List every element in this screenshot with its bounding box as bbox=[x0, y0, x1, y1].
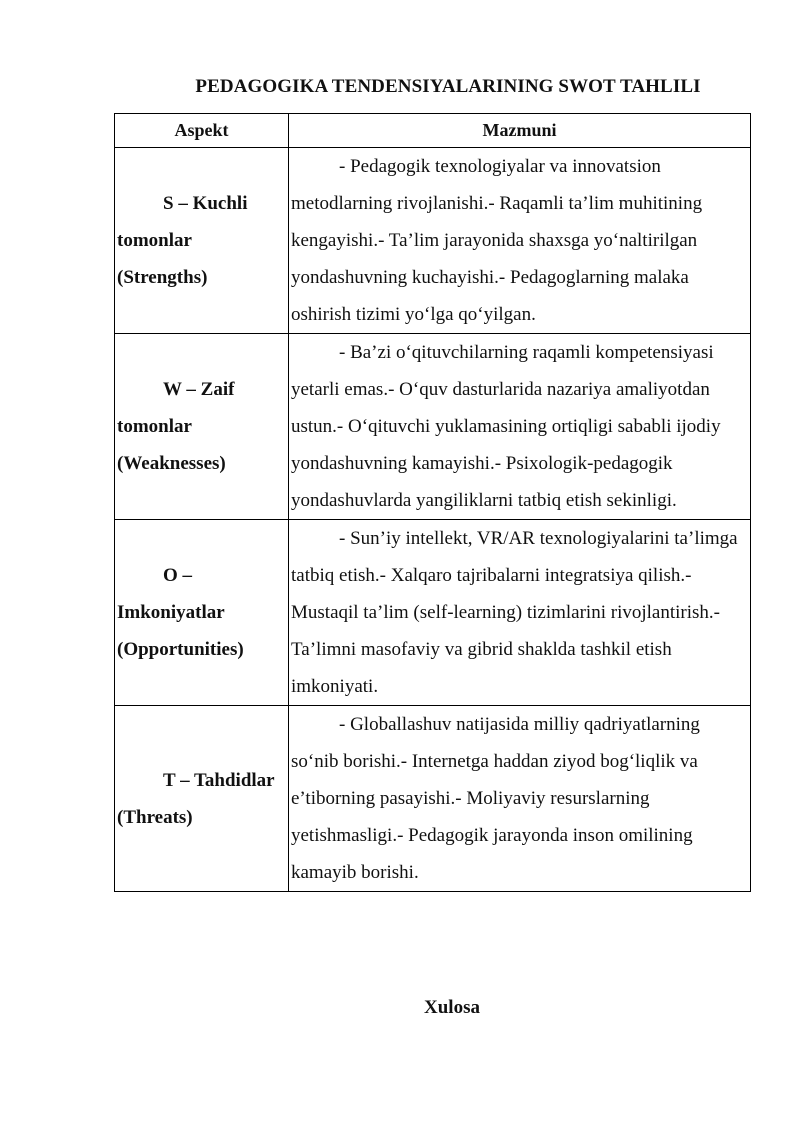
aspect-cell bbox=[115, 706, 289, 892]
content-cell bbox=[289, 706, 751, 892]
document-title: PEDAGOGIKA TENDENSIYALARINING SWOT TAHLILI bbox=[195, 76, 701, 97]
aspect-label: S – Kuchli tomonlar (Strengths) bbox=[117, 193, 248, 288]
column-header-content: Mazmuni bbox=[289, 114, 751, 148]
table-row-weaknesses bbox=[115, 334, 751, 520]
column-header-aspect: Aspekt bbox=[115, 114, 289, 148]
swot-table bbox=[114, 113, 751, 892]
aspect-cell bbox=[115, 520, 289, 706]
content-text: - Pedagogik texnologiyalar va innovatsion metodlarning rivojlanishi.- Raqamli ta’lim muhitining kengayishi.- Ta’lim jarayonida shaxsga yo‘naltirilgan yondashuvning kuchayishi.- Pedagoglarning malaka oshirish tizimi yo‘lga qo‘yilgan. bbox=[291, 156, 703, 325]
conclusion-heading: Xulosa bbox=[424, 997, 480, 1018]
content-text: - Globallashuv natijasida milliy qadriyatlarning so‘nib borishi.- Internetga haddan ziyod bog‘liqlik va e’tiborning pasayishi.- Moliyaviy resurslarning yetishmasligi.- Pedagogik jarayonda inson omilining kamayib borishi. bbox=[291, 714, 700, 883]
aspect-label: O – Imkoniyatlar (Opportunities) bbox=[117, 565, 244, 660]
aspect-cell bbox=[115, 334, 289, 520]
content-text: - Sun’iy intellekt, VR/AR texnologiyalarini ta’limga tatbiq etish.- Xalqaro tajribalarni integratsiya qilish.- Mustaqil ta’lim (self-learning) tizimlarini rivojlantirish.- Ta’limni masofaviy va gibrid shaklda tashkil etish imkoniyati. bbox=[291, 528, 738, 697]
content-text: - Ba’zi o‘qituvchilarning raqamli kompetensiyasi yetarli emas.- O‘quv dasturlarida nazariya amaliyotdan ustun.- O‘qituvchi yuklamasining ortiqligi sababli ijodiy yondashuvning kamayishi.- Psixologik-pedagogik yondashuvlarda yangiliklarni tatbiq etish sekinligi. bbox=[291, 342, 721, 511]
content-cell bbox=[289, 520, 751, 706]
content-cell bbox=[289, 148, 751, 334]
table-row-opportunities bbox=[115, 520, 751, 706]
table-row-strengths bbox=[115, 148, 751, 334]
content-cell bbox=[289, 334, 751, 520]
aspect-label: T – Tahdidlar (Threats) bbox=[117, 769, 275, 828]
table-row-threats bbox=[115, 706, 751, 892]
aspect-label: W – Zaif tomonlar (Weaknesses) bbox=[117, 379, 235, 474]
table-header-row bbox=[115, 114, 751, 148]
aspect-cell bbox=[115, 148, 289, 334]
